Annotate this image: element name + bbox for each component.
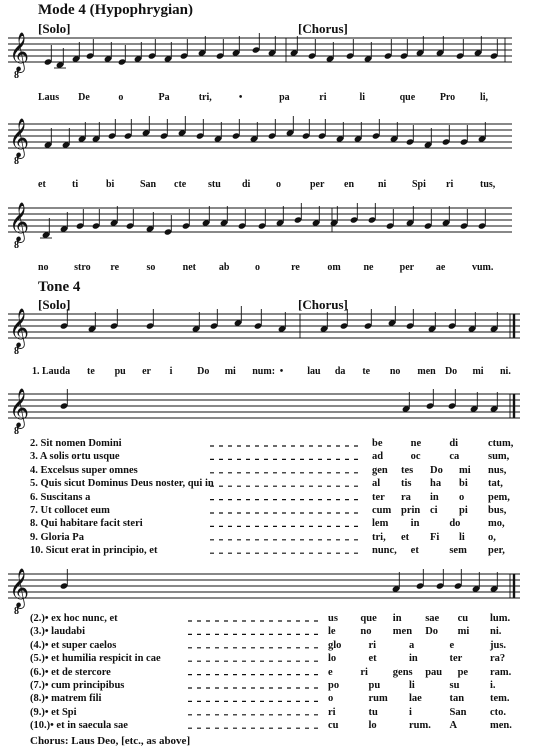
lyric-syllable: o	[255, 262, 260, 273]
verse-tail-syllable: mi	[457, 626, 470, 638]
lyric-syllable: te	[87, 366, 95, 377]
verse-tail-syllable: i.	[490, 680, 496, 691]
octave-eight-icon: 8	[14, 346, 19, 357]
verse-text: (10.)• et in saecula sae	[30, 720, 128, 732]
verse-tail-syllable: o	[328, 693, 334, 705]
lyric-syllable: cte	[174, 179, 187, 190]
solo-label-1: [Solo]	[38, 21, 71, 36]
verse-tail-syllable: men.	[490, 720, 512, 732]
verse-tail-syllable: tu	[368, 706, 378, 718]
lyric-syllable: stro	[74, 262, 91, 273]
verse-text: (9.)• et Spi	[30, 706, 77, 718]
verse-tail-syllable: be	[372, 438, 383, 449]
verse-tail-syllable: Do	[425, 626, 439, 638]
lyric-syllable: que	[399, 92, 416, 103]
verse-tail-syllable: jus.	[490, 639, 507, 651]
verse-text: (3.)• laudabi	[30, 626, 86, 638]
verse-tail-syllable: ra	[401, 491, 411, 503]
verse-tail-syllable: tem.	[490, 693, 510, 705]
verse-tail-syllable: gen	[372, 464, 388, 476]
treble-clef-icon: 𝄞	[9, 202, 30, 242]
verse-tail-syllable: do	[449, 518, 461, 530]
lyric-syllable: i	[169, 366, 173, 377]
verse-tail-syllable: et	[410, 545, 419, 557]
lyric-syllable: en	[344, 179, 354, 190]
verse-tail-syllable: et	[401, 531, 410, 543]
verse-tail-syllable: ri	[368, 639, 377, 651]
lyric-syllable: da	[334, 366, 346, 377]
verse-tail-syllable: nus,	[488, 464, 507, 476]
verse-tail-syllable: e	[328, 666, 333, 678]
lyric-syllable: Do	[197, 366, 210, 377]
lyric-syllable: no	[38, 262, 49, 273]
verse-tail-syllable: tri,	[372, 531, 386, 543]
lyric-syllable: Spi	[412, 179, 426, 190]
verse-tail-syllable: ha	[430, 478, 442, 490]
verse-tail-syllable: us	[328, 613, 338, 624]
verse-tail-syllable: lem	[372, 518, 389, 530]
verse-tail-syllable: le	[328, 626, 336, 638]
lyric-syllable: lau	[307, 366, 321, 377]
octave-eight-icon: 8	[14, 70, 19, 81]
verse-text: 2. Sit nomen Domini	[30, 438, 122, 449]
verse-tail-syllable: cum	[372, 505, 392, 516]
verse-tail-syllable: o,	[488, 531, 496, 543]
verse-tail-syllable: ne	[410, 438, 422, 449]
octave-eight-icon: 8	[14, 156, 19, 167]
verse-tail-syllable: cto.	[490, 706, 507, 718]
verse-tail-syllable: in	[392, 613, 402, 624]
verse-tail-syllable: per,	[488, 545, 505, 557]
lyric-syllable: ab	[218, 262, 230, 273]
verse-tail-syllable: oc	[410, 451, 421, 463]
octave-eight-icon: 8	[14, 606, 19, 617]
treble-clef-icon: 𝄞	[9, 32, 30, 72]
verse-tail-syllable: in	[430, 491, 439, 503]
verse-tail-syllable: lo	[328, 653, 337, 665]
lyric-syllable: mi	[224, 366, 236, 377]
lyric-syllable: re	[110, 262, 120, 273]
mode-heading: Mode 4 (Hypophrygian)	[38, 2, 194, 18]
verse-tail-syllable: bus,	[488, 505, 507, 516]
verse-tail-syllable: pe	[457, 666, 469, 678]
verse-tail-syllable: di	[449, 438, 459, 449]
lyric-syllable: te	[362, 366, 371, 377]
lyric-syllable: er	[142, 366, 151, 377]
verse-tail-syllable: nunc,	[372, 545, 397, 557]
verse-tail-syllable: su	[449, 680, 460, 691]
verse-text: 4. Excelsus super omnes	[30, 464, 138, 476]
verse-tail-syllable: tat,	[488, 478, 503, 490]
chorus-label-1: [Chorus]	[298, 21, 348, 36]
verse-tail-syllable: cu	[457, 613, 469, 624]
lyric-syllable: om	[327, 262, 341, 273]
verse-tail-syllable: ca	[449, 451, 460, 463]
verse-text: (4.)• et super caelos	[30, 639, 117, 651]
verse-tail-syllable: no	[360, 626, 372, 638]
verse-tail-syllable: bi	[459, 478, 468, 490]
lyric-syllable: o	[118, 92, 124, 103]
lyric-syllable: 1. Lau	[32, 366, 60, 377]
verse-tail-syllable: Fi	[430, 531, 440, 543]
lyric-syllable: li,	[480, 92, 489, 103]
verse-tail-syllable: cu	[328, 720, 339, 732]
lyric-syllable: De	[78, 92, 90, 103]
lyric-syllable: pu	[114, 366, 126, 377]
lyric-syllable: li	[359, 92, 366, 103]
lyric-syllable: ri	[446, 179, 454, 190]
lyric-syllable: per	[310, 179, 325, 190]
verse-tail-syllable: tes	[401, 464, 414, 476]
verse-text: (8.)• matrem fili	[30, 693, 102, 705]
verse-tail-syllable: rum	[368, 693, 388, 705]
lyric-syllable: ri	[319, 92, 327, 103]
lyric-syllable: ni	[378, 179, 387, 190]
verse-text: 8. Qui habitare facit steri	[30, 518, 143, 530]
verse-tail-syllable: gens	[392, 666, 413, 678]
lyric-syllable: Laus	[38, 92, 60, 103]
chorus-note: Chorus: Laus Deo, [etc., as above]	[30, 735, 191, 747]
verse-tail-syllable: San	[449, 706, 467, 718]
lyric-syllable: num:	[252, 366, 276, 377]
verse-text: 6. Suscitans a	[30, 491, 91, 503]
verse-tail-syllable: mo,	[488, 518, 505, 530]
lyric-syllable: ni.	[500, 366, 511, 377]
treble-clef-icon: 𝄞	[9, 568, 30, 608]
verse-tail-syllable: lum.	[490, 613, 511, 624]
verse-tail-syllable: in	[409, 653, 418, 665]
verse-tail-syllable: glo	[328, 639, 342, 651]
verse-tail-syllable: pi	[459, 505, 468, 516]
verse-tail-syllable: po	[328, 680, 340, 691]
verse-tail-syllable: ad	[372, 451, 384, 463]
verse-tail-syllable: ter	[372, 491, 385, 503]
verse-tail-syllable: ram.	[490, 666, 512, 678]
lyric-syllable: Pro	[439, 92, 456, 103]
verse-tail-syllable: sem	[449, 545, 467, 557]
verse-tail-syllable: i	[409, 706, 412, 718]
lyric-syllable: vum.	[472, 262, 494, 273]
verse-tail-syllable: sae	[425, 613, 440, 624]
lyric-syllable: Do	[444, 366, 458, 377]
lyric-syllable: so	[146, 262, 156, 273]
lyric-syllable: no	[389, 366, 401, 377]
verse-tail-syllable: ri	[328, 706, 336, 718]
verse-tail-syllable: ri	[360, 666, 368, 678]
lyric-syllable: mi	[472, 366, 484, 377]
verse-tail-syllable: que	[360, 613, 377, 624]
verse-tail-syllable: sum,	[488, 451, 510, 463]
verse-tail-syllable: prin	[401, 505, 421, 516]
treble-clef-icon: 𝄞	[9, 118, 30, 158]
verse-tail-syllable: a	[409, 639, 415, 651]
verse-tail-syllable: rum.	[409, 720, 431, 732]
lyric-syllable: net	[182, 262, 196, 273]
chorus-label-2: [Chorus]	[298, 297, 348, 312]
verse-tail-syllable: et	[368, 653, 377, 665]
verse-tail-syllable: men	[392, 626, 413, 638]
treble-clef-icon: 𝄞	[9, 308, 30, 348]
verse-tail-syllable: mi	[459, 464, 471, 476]
verse-tail-syllable: ctum,	[488, 438, 514, 449]
verse-tail-syllable: lo	[368, 720, 377, 732]
verse-text: 3. A solis ortu usque	[30, 451, 120, 463]
lyric-syllable: •	[238, 92, 243, 103]
lyric-syllable: stu	[208, 179, 221, 190]
lyric-syllable: ae	[435, 262, 446, 273]
verse-tail-syllable: o	[459, 491, 465, 503]
verse-text: 5. Quis sicut Dominus Deus noster, qui in	[30, 478, 214, 490]
lyric-syllable: et	[38, 179, 46, 190]
verse-tail-syllable: in	[410, 518, 420, 530]
verse-text: (2.)• ex hoc nunc, et	[30, 613, 118, 624]
octave-eight-icon: 8	[14, 240, 19, 251]
lyric-syllable: da	[59, 366, 71, 377]
verse-tail-syllable: tis	[401, 478, 412, 490]
lyric-syllable: ne	[363, 262, 374, 273]
solo-label-2: [Solo]	[38, 297, 71, 312]
lyric-syllable: tus,	[480, 179, 496, 190]
verse-tail-syllable: lae	[409, 693, 422, 705]
lyric-syllable: per	[399, 262, 415, 273]
lyric-syllable: re	[291, 262, 300, 273]
verse-tail-syllable: li	[459, 531, 465, 543]
lyric-syllable: o	[276, 179, 281, 190]
verse-tail-syllable: al	[372, 478, 381, 490]
lyric-syllable: bi	[106, 179, 115, 190]
verse-tail-syllable: ter	[449, 653, 463, 665]
verse-text: (7.)• cum principibus	[30, 680, 125, 691]
verse-tail-syllable: pau	[425, 666, 443, 678]
verse-text: 7. Ut collocet eum	[30, 505, 110, 516]
lyric-syllable: •	[279, 366, 284, 377]
lyric-syllable: tri,	[198, 92, 212, 103]
verse-tail-syllable: pem,	[488, 491, 510, 503]
verse-tail-syllable: tan	[449, 693, 465, 705]
lyric-syllable: ti	[72, 179, 79, 190]
verse-tail-syllable: e	[449, 639, 455, 651]
verse-tail-syllable: ni.	[490, 626, 502, 638]
lyric-syllable: men	[417, 366, 436, 377]
verse-tail-syllable: ra?	[490, 653, 506, 665]
verse-tail-syllable: A	[449, 720, 458, 732]
lyric-syllable: San	[140, 179, 157, 190]
verse-tail-syllable: pu	[368, 680, 381, 691]
verse-text: 10. Sicut erat in principio, et	[30, 545, 158, 557]
verse-text: (5.)• et humilia respicit in cae	[30, 653, 161, 665]
lyric-syllable: pa	[279, 92, 290, 103]
lyric-syllable: di	[242, 179, 251, 190]
octave-eight-icon: 8	[14, 426, 19, 437]
verse-tail-syllable: li	[409, 680, 415, 691]
treble-clef-icon: 𝄞	[9, 388, 30, 428]
tone-heading: Tone 4	[38, 279, 81, 295]
verse-tail-syllable: Do	[430, 464, 443, 476]
lyric-syllable: Pa	[158, 92, 170, 103]
verse-tail-syllable: ci	[430, 505, 438, 516]
verse-text: (6.)• et de stercore	[30, 666, 111, 678]
verse-text: 9. Gloria Pa	[30, 531, 84, 543]
